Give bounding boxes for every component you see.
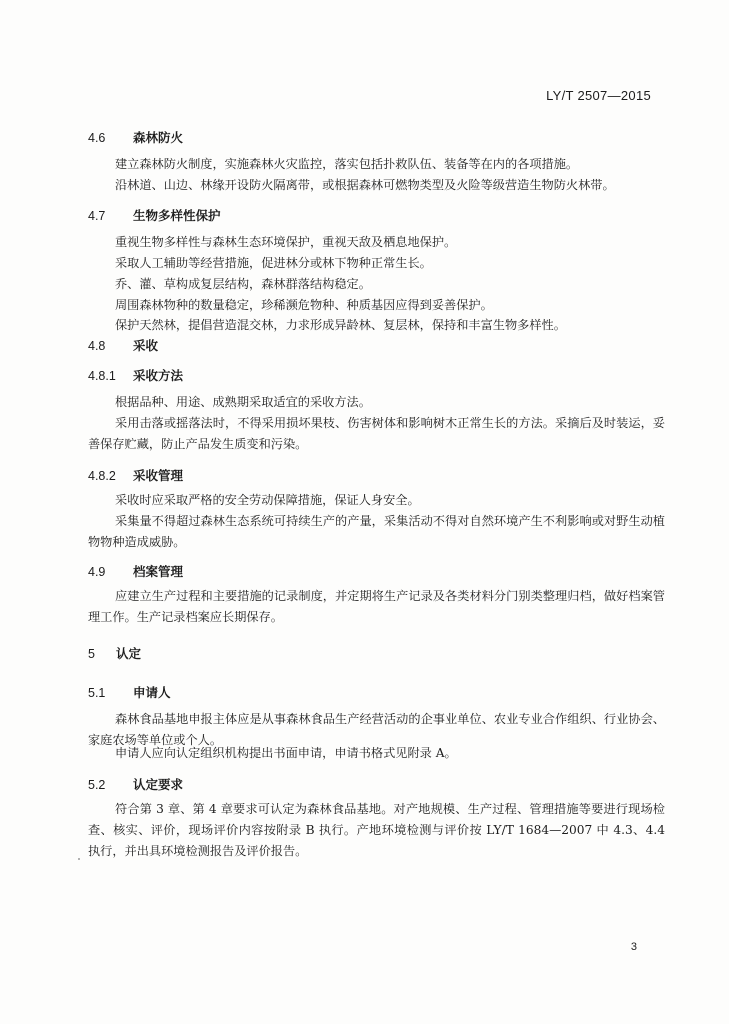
section-number: 4.7: [88, 209, 106, 223]
paragraph: 符合第 3 章、第 4 章要求可认定为森林食品基地。对产地规模、生产过程、管理措施等要进行现场检查、核实、评价，现场评价内容按附录 B 执行。产地环境检测与评价按 LY/T 1684—2007 中 4.3、4.4 执行，并出具环境检测报告及评价报告。: [88, 802, 665, 858]
section-title: 森林防火: [133, 130, 184, 145]
section-number: 5: [88, 647, 95, 661]
paragraph: 采取人工辅助等经营措施，促进林分或林下物种正常生长。: [115, 256, 432, 270]
section-title: 档案管理: [133, 564, 184, 579]
section-title: 采收管理: [133, 468, 184, 483]
paragraph: 建立森林防火制度，实施森林火灾监控，落实包括扑救队伍、装备等在内的各项措施。: [115, 157, 579, 171]
section-heading-4-7: [88, 206, 221, 224]
section-heading-4-8-2: [88, 466, 183, 484]
section-heading-4-8-1: [88, 366, 183, 384]
section-number: 5.1: [88, 686, 106, 700]
section-heading-5-2: [88, 775, 183, 793]
paragraph: 申请人应向认定组织机构提出书面申请，申请书格式见附录 A。: [115, 746, 457, 760]
standard-code: LY/T 2507—2015: [546, 88, 651, 103]
section-title: 认定要求: [133, 777, 184, 792]
section-heading-5: [88, 644, 141, 662]
page-number: 3: [630, 941, 637, 953]
section-title: 认定: [116, 646, 142, 661]
paragraph: 沿林道、山边、林缘开设防火隔离带，或根据森林可燃物类型及火险等级营造生物防火林带。: [115, 178, 615, 192]
paragraph: 采收时应采取严格的安全劳动保障措施，保证人身安全。: [115, 493, 420, 507]
paragraph: 根据品种、用途、成熟期采取适宜的采收方法。: [115, 395, 371, 409]
section-number: 5.2: [88, 778, 106, 792]
section-title: 生物多样性保护: [133, 208, 221, 223]
section-heading-5-1: [88, 683, 171, 701]
paragraph: 周围森林物种的数量稳定，珍稀濒危物种、种质基因应得到妥善保护。: [115, 298, 493, 312]
paragraph: 采用击落或摇落法时，不得采用损坏果枝、伤害树体和影响树木正常生长的方法。采摘后及时装运，妥善保存贮藏，防止产品发生质变和污染。: [88, 416, 665, 451]
section-heading-4-6: [88, 128, 183, 146]
section-title: 采收: [133, 338, 159, 353]
scan-speck: [78, 858, 80, 860]
section-number: 4.9: [88, 565, 106, 579]
section-heading-4-9: [88, 562, 183, 580]
paragraph: 森林食品基地申报主体应是从事森林食品生产经营活动的企事业单位、农业专业合作组织、行业协会、家庭农场等单位或个人。: [88, 712, 665, 747]
section-title: 采收方法: [133, 368, 184, 383]
section-title: 申请人: [133, 685, 171, 700]
section-number: 4.6: [88, 131, 106, 145]
section-number: 4.8: [88, 339, 106, 353]
section-number: 4.8.2: [88, 469, 116, 483]
paragraph: 保护天然林，提倡营造混交林，力求形成异龄林、复层林，保持和丰富生物多样性。: [115, 318, 566, 332]
paragraph: 应建立生产过程和主要措施的记录制度，并定期将生产记录及各类材料分门别类整理归档，做好档案管理工作。生产记录档案应长期保存。: [88, 589, 665, 624]
paragraph: 重视生物多样性与森林生态环境保护，重视天敌及栖息地保护。: [115, 235, 457, 249]
paragraph: 乔、灌、草构成复层结构，森林群落结构稳定。: [115, 277, 371, 291]
paragraph: 采集量不得超过森林生态系统可持续生产的产量，采集活动不得对自然环境产生不利影响或对野生动植物物种造成威胁。: [88, 514, 665, 549]
section-heading-4-8: [88, 336, 158, 354]
section-number: 4.8.1: [88, 369, 116, 383]
